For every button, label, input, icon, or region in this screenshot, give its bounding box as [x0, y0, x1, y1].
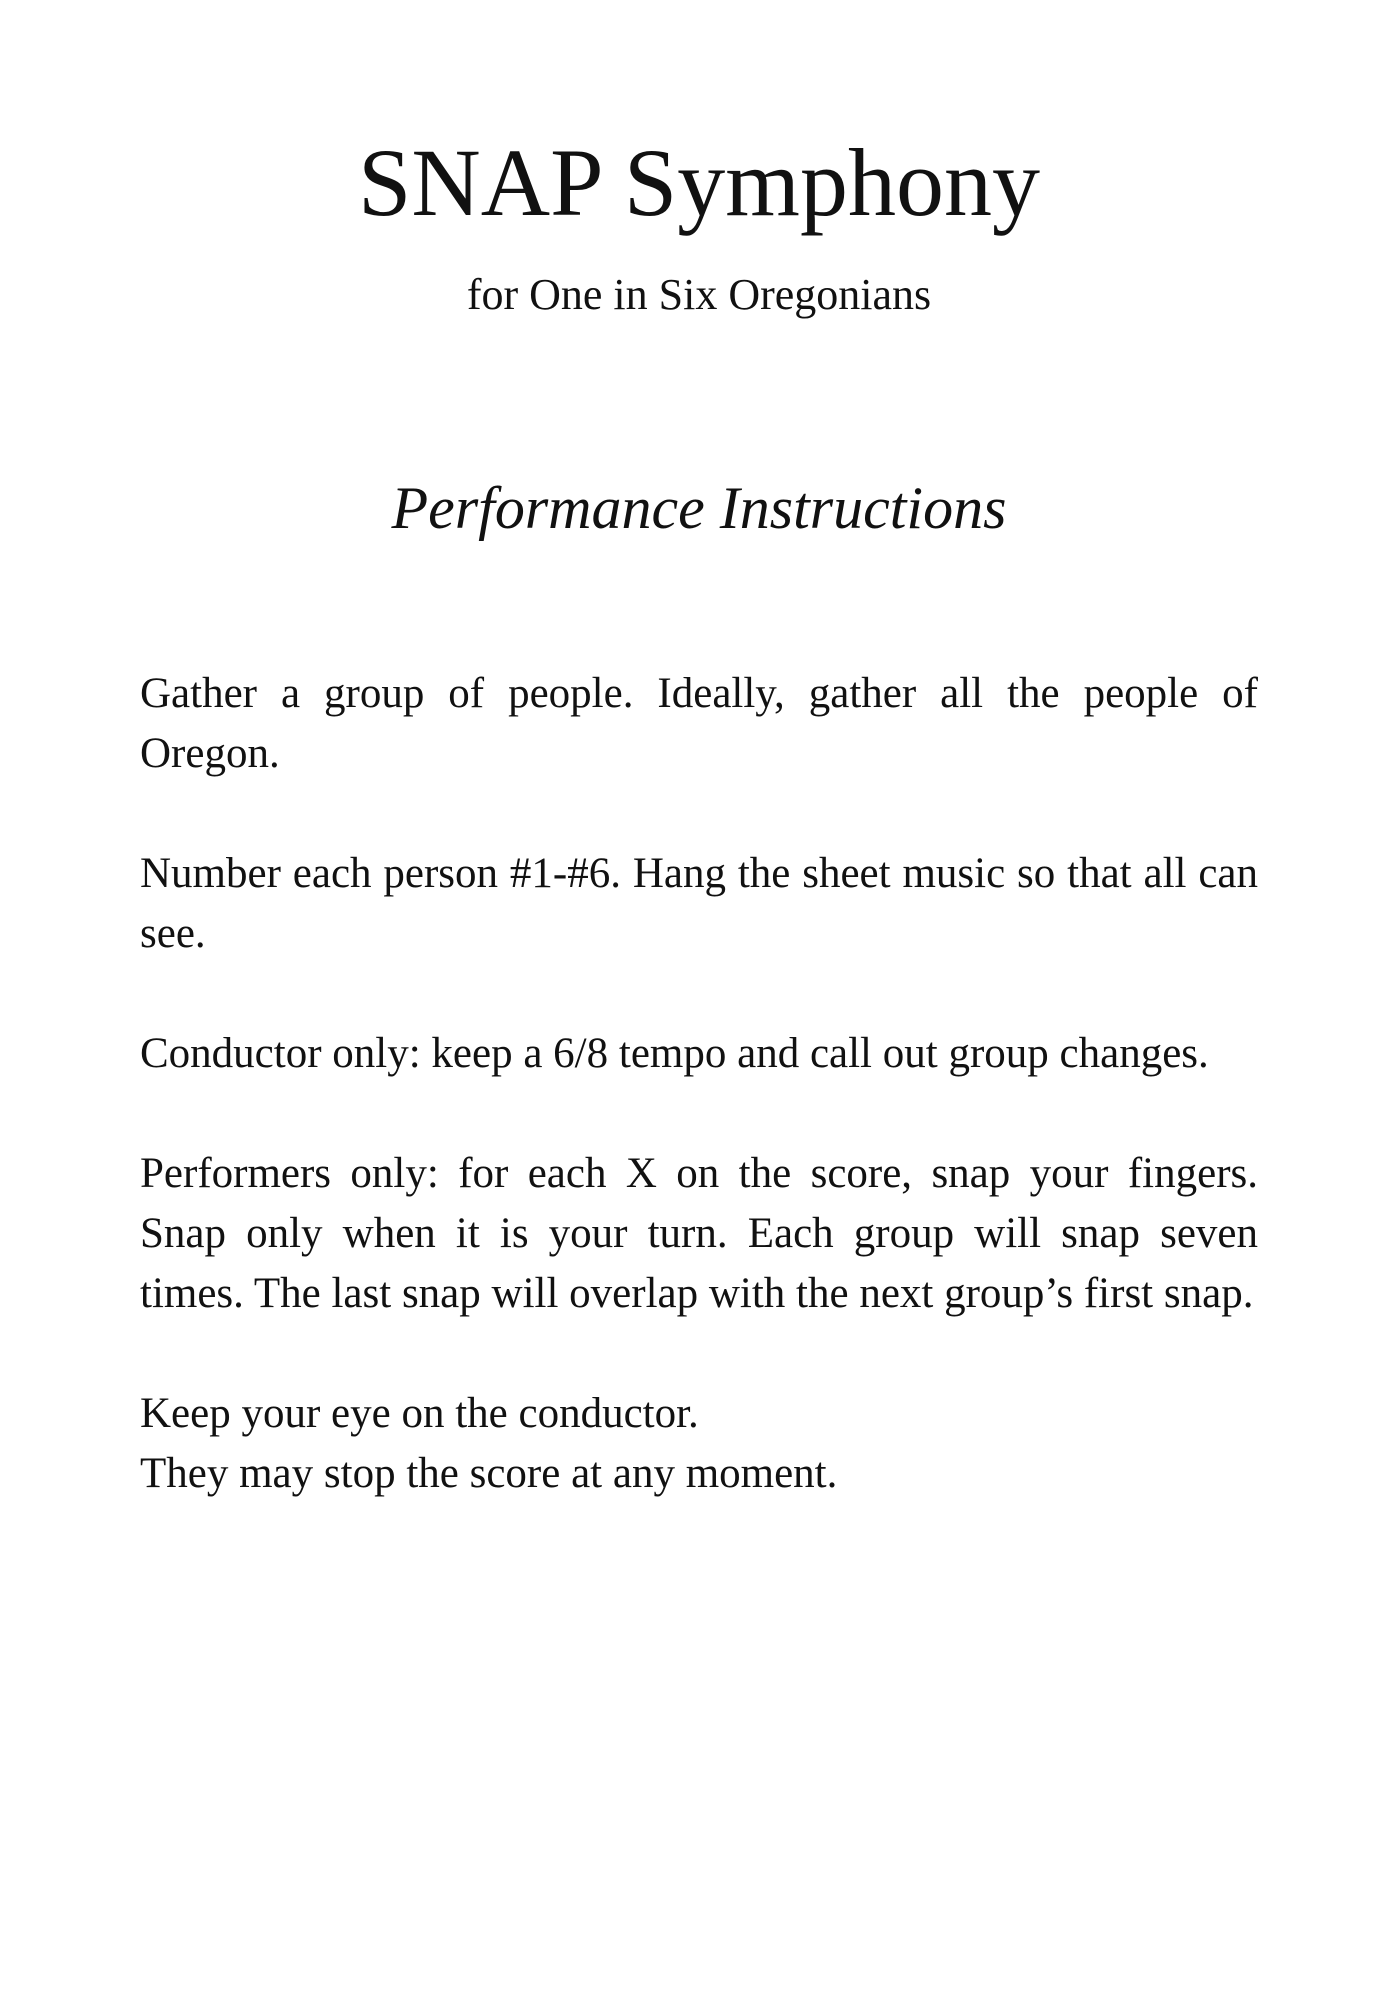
instructions-body [140, 664, 1258, 1564]
paragraph-gather: Gather a group of people. Ideally, gather all the people of Oregon. [140, 670, 1258, 777]
section-heading: Performance Instructions [391, 475, 1007, 541]
paragraph-conductor: Conductor only: keep a 6/8 tempo and call out group changes. [140, 1030, 1209, 1077]
paragraph-performers: Performers only: for each X on the score, snap your fingers. Snap only when it is your turn. Each group will snap seven times. The last snap will overlap with the next group’s first snap. [140, 1150, 1258, 1317]
closing-line-stop: They may stop the score at any moment. [140, 1450, 838, 1497]
paragraph-closing [140, 1384, 1258, 1504]
paragraph-number: Number each person #1-#6. Hang the sheet music so that all can see. [140, 850, 1258, 957]
closing-line-eye: Keep your eye on the conductor. [140, 1390, 699, 1437]
document-title: SNAP Symphony [358, 129, 1040, 236]
document-subtitle: for One in Six Oregonians [466, 270, 932, 319]
